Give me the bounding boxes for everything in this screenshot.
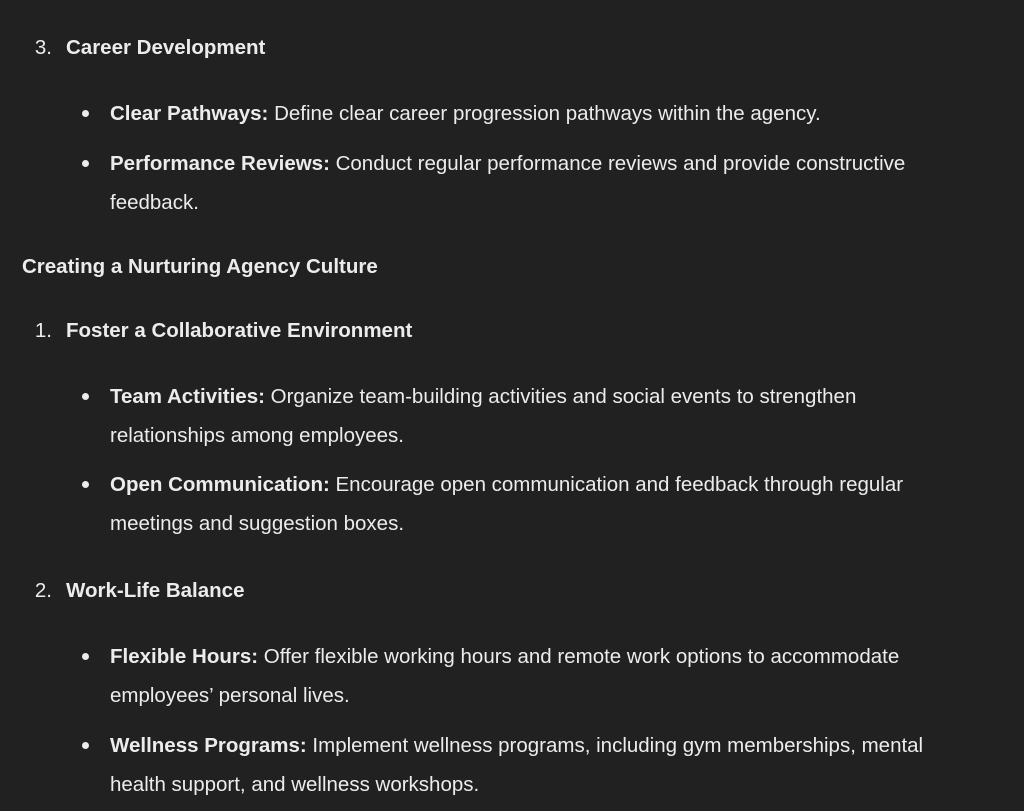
bullet-text: Conduct regular performance reviews and provide constructive bbox=[329, 152, 906, 175]
list-number: 2. bbox=[34, 579, 52, 602]
bullet-text: Implement wellness programs, including gym memberships, mental bbox=[306, 734, 924, 757]
bullet-label: Performance Reviews: bbox=[110, 152, 330, 175]
list-number: 1. bbox=[34, 319, 52, 342]
bullet-text: Define clear career progression pathways within the agency. bbox=[268, 102, 821, 125]
bullet-icon bbox=[82, 653, 89, 660]
section-heading: Creating a Nurturing Agency Culture bbox=[22, 255, 378, 278]
list-item bbox=[82, 637, 1002, 717]
list-item bbox=[82, 94, 1002, 134]
list-item bbox=[82, 377, 1002, 457]
list-item-title: Foster a Collaborative Environment bbox=[66, 319, 413, 342]
list-item bbox=[82, 726, 1002, 806]
list-item-title: Work-Life Balance bbox=[66, 579, 245, 602]
list-item bbox=[82, 465, 1002, 545]
bullet-label: Open Communication: bbox=[110, 473, 330, 496]
bullet-text-continued: health support, and wellness workshops. bbox=[110, 773, 480, 796]
bullet-text: Offer flexible working hours and remote work options to accommodate bbox=[258, 645, 900, 668]
bullet-text-continued: feedback. bbox=[110, 191, 199, 214]
bullet-icon bbox=[82, 160, 89, 167]
bullet-text: Organize team-building activities and social events to strengthen bbox=[264, 385, 857, 408]
bullet-icon bbox=[82, 110, 89, 117]
bullet-label: Clear Pathways: bbox=[110, 102, 269, 125]
bullet-icon bbox=[82, 742, 89, 749]
bullet-label: Team Activities: bbox=[110, 385, 265, 408]
bullet-text-continued: employees’ personal lives. bbox=[110, 684, 350, 707]
bullet-text-continued: relationships among employees. bbox=[110, 424, 404, 447]
bullet-text-continued: meetings and suggestion boxes. bbox=[110, 512, 405, 535]
bullet-label: Wellness Programs: bbox=[110, 734, 307, 757]
bullet-text: Encourage open communication and feedback through regular bbox=[329, 473, 904, 496]
bullet-icon bbox=[82, 393, 89, 400]
list-item-title: Career Development bbox=[66, 36, 266, 59]
bullet-label: Flexible Hours: bbox=[110, 645, 259, 668]
list-item bbox=[82, 144, 1002, 224]
list-number: 3. bbox=[34, 36, 52, 59]
bullet-icon bbox=[82, 481, 89, 488]
